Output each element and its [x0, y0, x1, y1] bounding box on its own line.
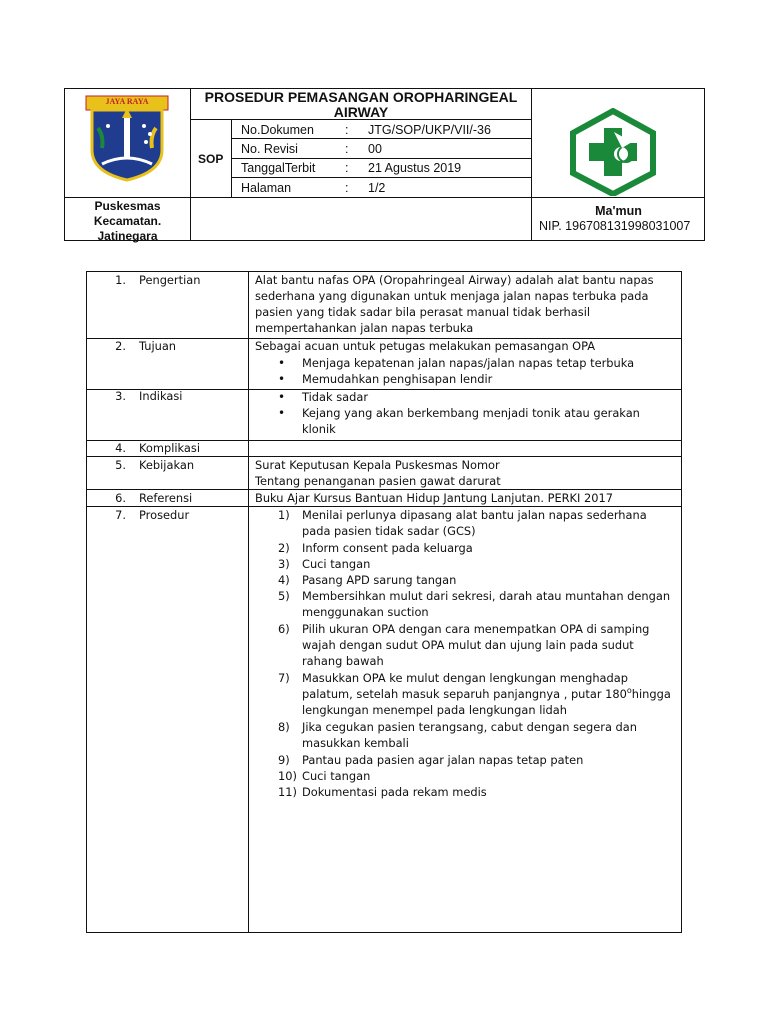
puskesmas-logo: [568, 108, 658, 196]
section-label-pengertian: Pengertian: [139, 273, 201, 287]
row-tanggal-terbit-label: TanggalTerbit: [241, 161, 316, 175]
pengertian-text: Alat bantu nafas OPA (Oropahringeal Airway) adalah alat bantu napas sederhana yang digunakan untuk menjaga jalan napas terbuka pada pasien yang tidak sadar bila perasat manual tidak berhasil mempertahankan jalan napas terbuka: [255, 273, 654, 335]
row-tanggal-terbit-sep: :: [345, 161, 349, 175]
list-item: • Memudahkan penghisapan lendir: [302, 371, 634, 387]
signer-name: Ma'mun: [595, 204, 642, 218]
referensi-text: Buku Ajar Kursus Bantuan Hidup Jantung Lanjutan. PERKI 2017: [255, 491, 613, 505]
signer-nip: NIP. 196708131998031007: [539, 219, 691, 233]
row-no-dokumen-sep: :: [345, 123, 349, 137]
row-no-dokumen-value: JTG/SOP/UKP/VII/-36: [368, 123, 491, 137]
tujuan-intro: Sebagai acuan untuk petugas melakukan pemasangan OPA: [255, 339, 596, 353]
section-label-komplikasi: Komplikasi: [139, 441, 201, 455]
sop-label: SOP: [198, 152, 224, 166]
section-number: 5.: [115, 458, 126, 472]
section-number: 3.: [115, 389, 126, 403]
row-halaman-label: Halaman: [241, 181, 292, 195]
section-label-referensi: Referensi: [139, 491, 193, 505]
row-tanggal-terbit-value: 21 Agustus 2019: [368, 161, 462, 175]
section-label-prosedur: Prosedur: [139, 508, 190, 522]
prosedur-steps: 1) Menilai perlunya dipasang alat bantu jalan napas sederhana pada pasien tidak sadar (GCS) 2) Inform consent pada keluarga 3) Cuci tangan 4) Pasang APD sarung tangan 5) Membersihkan mulut dari sekresi, darah atau muntahan dengan menggunakan suction 6) Pilih ukuran OPA dengan cara menempatkan OPA di samping wajah dengan sudut OPA mulut dan ujung lain pada sudut rahang bawah 7) Masukkan OPA ke mulut dengan lengkungan menghadap palatum, setelah masuk separuh panjangnya , putar 180$^o$hingga lengkungan menempel pada lengkungan lidah 8) Jika cegukan pasien terangsang, cabut dengan segera dan masukkan kembali 9) Pantau pada pasien agar jalan napas tetap paten 10) Cuci tangan 11) Dokumentasi pada rekam medis: [278, 508, 671, 799]
row-no-dokumen-label: No.Dokumen: [241, 123, 314, 137]
section-number: 6.: [115, 491, 126, 505]
section-number: 1.: [115, 273, 126, 287]
section-number: 7.: [115, 508, 126, 522]
row-halaman-value: 1/2: [368, 181, 386, 195]
section-label-kebijakan: Kebijakan: [139, 458, 195, 472]
jaya-raya-crest-logo: [84, 94, 170, 182]
section-label-indikasi: Indikasi: [139, 389, 183, 403]
row-no-revisi-sep: :: [345, 142, 349, 156]
organisation-name: Puskesmas Kecamatan. Jatinegara: [93, 199, 162, 243]
section-label-tujuan: Tujuan: [139, 339, 177, 353]
document-title: PROSEDUR PEMASANGAN OROPHARINGEAL AIRWAY: [204, 89, 518, 120]
crest-banner-text: JAYA RAYA: [105, 97, 149, 106]
kebijakan-text: Surat Keputusan Kepala Puskesmas Nomor Tentang penanganan pasien gawat darurat: [255, 458, 501, 488]
row-no-revisi-value: 00: [368, 142, 382, 156]
section-number: 4.: [115, 441, 126, 455]
list-item: • Menjaga kepatenan jalan napas/jalan napas tetap terbuka: [302, 355, 634, 371]
list-item-continuation: klonik: [302, 422, 336, 436]
row-halaman-sep: :: [345, 181, 349, 195]
list-item: • Kejang yang akan berkembang menjadi tonik atau gerakan: [302, 405, 640, 421]
list-item: • Tidak sadar: [302, 389, 640, 405]
indikasi-bullets: [302, 389, 640, 437]
row-no-revisi-label: No. Revisi: [241, 142, 298, 156]
tujuan-bullets: [302, 355, 634, 387]
section-number: 2.: [115, 339, 126, 353]
